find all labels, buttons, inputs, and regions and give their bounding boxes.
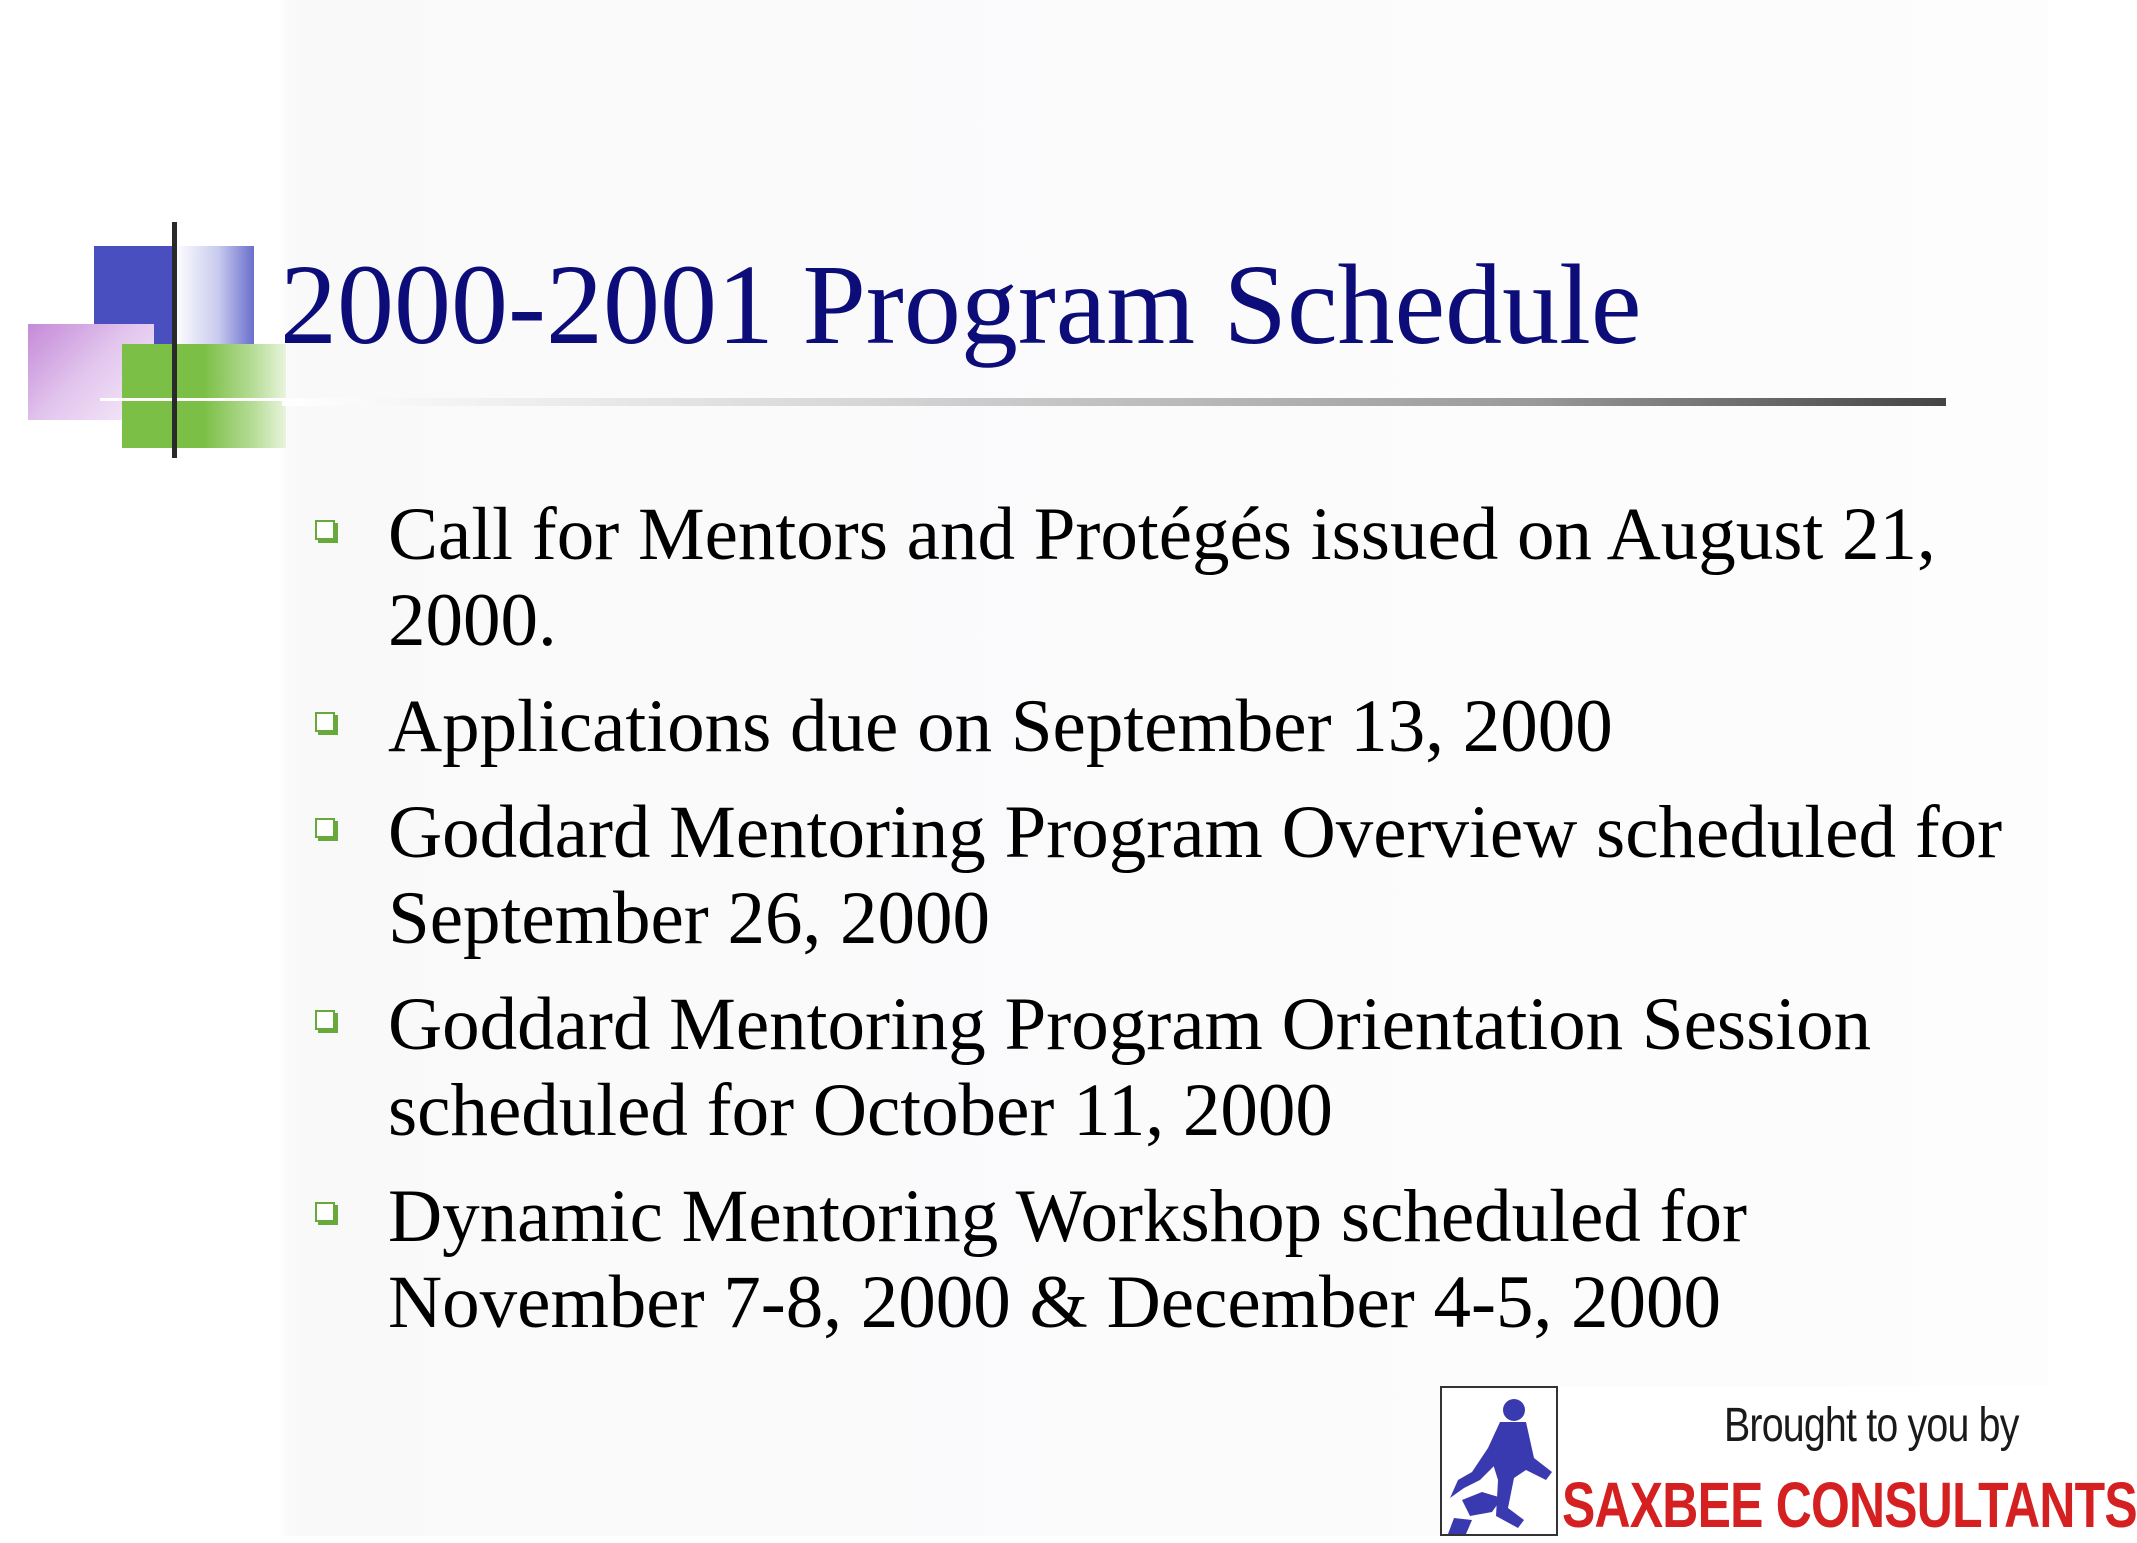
bullet-item [312, 684, 2032, 770]
bullet-text: Goddard Mentoring Program Orientation Session scheduled for October 11, 2000 [388, 983, 1872, 1152]
hollow-square-bullet-icon [315, 818, 335, 838]
bullet-item [312, 790, 2032, 962]
bullet-text: Dynamic Mentoring Workshop scheduled for November 7-8, 2000 & December 4-5, 2000 [388, 1175, 1747, 1344]
decor-green-gradient-square [204, 344, 286, 448]
decor-green-square [122, 344, 204, 448]
bullet-list [312, 492, 2032, 1366]
hollow-square-bullet-icon [315, 520, 335, 540]
bullet-item [312, 982, 2032, 1154]
bullet-text: Goddard Mentoring Program Overview scheduled for September 26, 2000 [388, 791, 2003, 960]
hollow-square-bullet-icon [315, 1010, 335, 1030]
sponsor-badge [1440, 1386, 2137, 1541]
sponsor-tagline: Brought to you by [1724, 1399, 2019, 1452]
bullet-item [312, 1174, 2032, 1346]
bullet-text: Applications due on September 13, 2000 [388, 685, 1613, 768]
bullet-item [312, 492, 2032, 664]
sponsor-name: SAXBEE CONSULTANTS [1562, 1469, 2137, 1541]
hollow-square-bullet-icon [315, 712, 335, 732]
decor-vertical-line [172, 222, 177, 458]
slide-title: 2000-2001 Program Schedule [280, 241, 1642, 368]
hollow-square-bullet-icon [315, 1202, 335, 1222]
title-underline [282, 398, 1946, 406]
bullet-text: Call for Mentors and Protégés issued on August 21, 2000. [388, 493, 1936, 662]
seated-person-logo-icon [1440, 1386, 1558, 1536]
